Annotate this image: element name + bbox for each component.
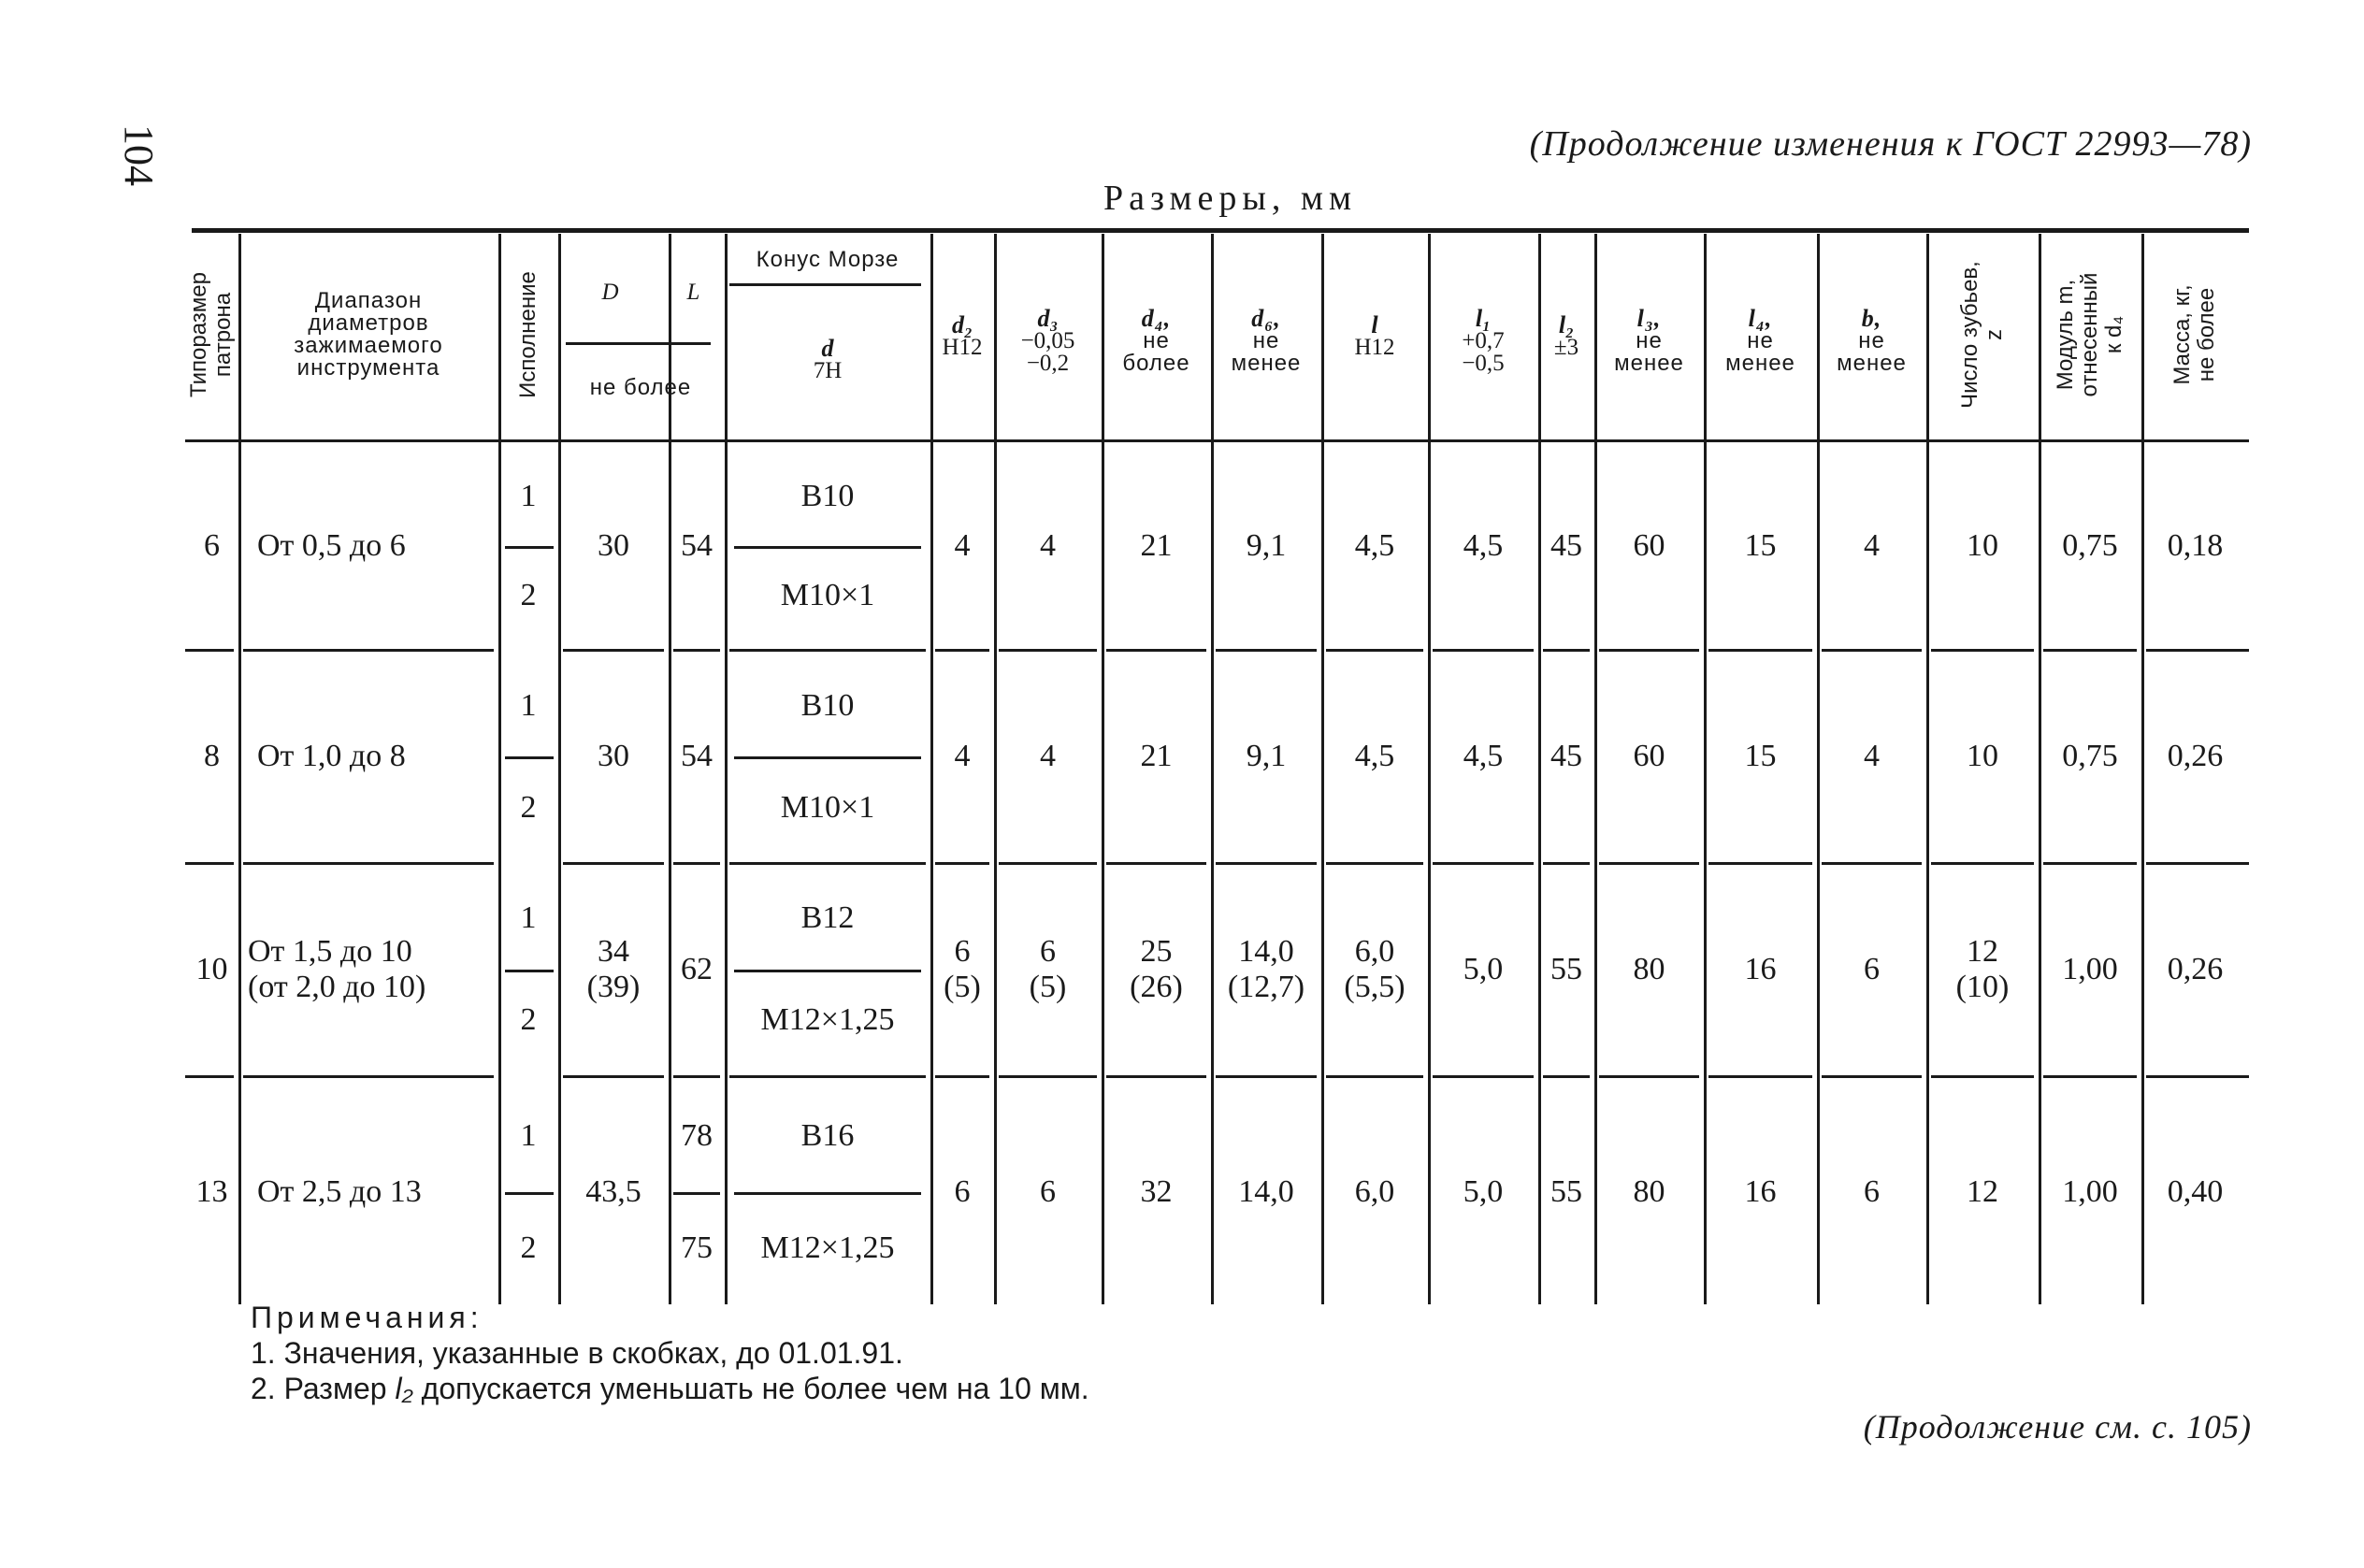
table-units-title: Размеры, мм [1103, 179, 1358, 218]
header-l1 [1428, 299, 1538, 383]
row-d4: 21 [1140, 528, 1173, 563]
row-d3 [994, 868, 1102, 1071]
note-1: 1. Значения, указанные в скобках, до 01.01.91. [251, 1336, 903, 1370]
row-ispolnenie-2: 2 [520, 1001, 537, 1037]
header-modul-line-1: Модуль m, [2053, 279, 2078, 391]
row-separator [2043, 1075, 2137, 1078]
row-z-line-2: (10) [1955, 969, 2010, 1004]
row-konus-1: B10 [800, 479, 855, 513]
notes [251, 1300, 1089, 1406]
header-d [729, 327, 926, 393]
row-ispolnenie-1: 1 [520, 479, 537, 513]
header-l2-line-1: l₂ [1558, 311, 1575, 338]
row-separator [185, 862, 234, 865]
row-separator [1822, 1075, 1922, 1078]
row-D-line-2: (39) [586, 969, 641, 1004]
row-separator [1216, 649, 1317, 652]
row-mass: 0,18 [2167, 528, 2224, 563]
header-d4-line-1: d₄, [1141, 305, 1172, 332]
header-zub [1950, 241, 2015, 428]
row-m: 1,00 [2062, 951, 2118, 986]
row-l [1321, 868, 1428, 1071]
header-l3-line-3: менее [1614, 351, 1684, 376]
row-separator [1326, 1075, 1423, 1078]
row-separator [1106, 862, 1206, 865]
header-l4-line-3: менее [1725, 351, 1795, 376]
header-d3-line-2: −0,05 [1020, 328, 1075, 353]
row-separator [1708, 649, 1812, 652]
row-d6: 9,1 [1246, 528, 1287, 563]
row-l2: 45 [1550, 739, 1582, 773]
row-l: 4,5 [1354, 739, 1395, 773]
row-konus-1: B16 [800, 1118, 855, 1153]
row-konus-2: M10×1 [780, 789, 875, 825]
header-modul-line-3: к d₄ [2101, 315, 2126, 354]
header-d6 [1211, 299, 1321, 383]
row-ispolnenie-2: 2 [520, 789, 537, 825]
header-d2-line-2: H12 [942, 335, 983, 360]
header-massa-line-1: Масса, кг, [2169, 284, 2195, 385]
header-diapazon-line-3: зажимаемого [294, 332, 443, 358]
row-L-2: 75 [681, 1230, 713, 1265]
row-separator [1708, 862, 1812, 865]
header-diapazon-line-1: Диапазон [314, 287, 423, 313]
row-diapazon-line-1: От 1,5 до 10 [248, 933, 412, 969]
row-l-line-2: (5,5) [1344, 969, 1405, 1004]
header-l1-line-3: −0,5 [1462, 351, 1505, 376]
header-tipo-line-1: Типоразмер [186, 272, 211, 397]
row-d6-line-1: 14,0 [1238, 933, 1294, 969]
row-separator [243, 649, 494, 652]
row-l4: 15 [1744, 528, 1777, 563]
row-d3-line-2: (5) [1029, 969, 1067, 1004]
row-l1: 5,0 [1463, 1174, 1504, 1209]
row-ispolnenie-1: 1 [520, 1118, 537, 1153]
row-d3: 4 [1040, 739, 1056, 773]
row-l3: 60 [1633, 528, 1665, 563]
header-b [1817, 299, 1926, 383]
row-separator [1433, 649, 1534, 652]
header-diapazon-line-2: диаметров [308, 309, 429, 336]
row-separator [1822, 649, 1922, 652]
row-separator [1543, 1075, 1590, 1078]
row-l2: 45 [1550, 528, 1582, 563]
row-separator [673, 649, 720, 652]
row-konus-1: B12 [800, 900, 855, 936]
row-d4 [1102, 868, 1211, 1071]
header-massa [2162, 241, 2227, 428]
row-D: 43,5 [585, 1174, 641, 1209]
notes-title: Примечания: [251, 1301, 483, 1334]
row-ispolnenie-1: 1 [520, 900, 537, 936]
row-separator [1326, 862, 1423, 865]
row-l2: 55 [1550, 951, 1582, 986]
row-tiporazmer: 10 [195, 951, 228, 986]
row-d4: 21 [1140, 739, 1173, 773]
table-top-rule [192, 228, 2249, 233]
header-d3 [994, 299, 1102, 383]
row-z: 10 [1967, 528, 1998, 563]
header-diapazon [238, 281, 498, 388]
row-separator [999, 649, 1097, 652]
note-2 [251, 1371, 1089, 1406]
row-diapazon: От 0,5 до 6 [257, 528, 406, 563]
row-l4: 16 [1744, 1174, 1777, 1209]
header-d3-line-1: d₃ [1037, 305, 1059, 332]
header-tipo-line-2: патрона [210, 292, 236, 378]
row-separator [1708, 1075, 1812, 1078]
row-l4: 16 [1744, 951, 1777, 986]
row-tiporazmer: 6 [204, 528, 220, 563]
row-l1: 5,0 [1463, 951, 1504, 986]
row-d4-line-1: 25 [1140, 933, 1173, 969]
row-konus-1: B10 [800, 687, 855, 723]
note-2-prefix: 2. Размер [251, 1372, 396, 1405]
row-separator [729, 1075, 926, 1078]
row-separator [2043, 649, 2137, 652]
row-l: 4,5 [1354, 528, 1395, 563]
row-separator [185, 649, 234, 652]
header-l4 [1704, 299, 1817, 383]
row-l3: 60 [1633, 739, 1665, 773]
row-separator [2146, 1075, 2249, 1078]
row-separator [1931, 1075, 2034, 1078]
row-m: 0,75 [2062, 739, 2118, 773]
continuation-note: (Продолжение см. с. 105) [1863, 1408, 2252, 1446]
row-ispolnenie-2: 2 [520, 578, 537, 612]
header-konus-subrule [729, 283, 921, 286]
row-separator [243, 862, 494, 865]
header-modul-line-2: отнесенный [2077, 272, 2102, 397]
row-separator [999, 1075, 1097, 1078]
row-d6-line-2: (12,7) [1227, 969, 1305, 1004]
row-d2 [930, 868, 994, 1071]
header-d4-line-2: не [1143, 328, 1170, 353]
header-l3-line-2: не [1636, 328, 1663, 353]
row-d6: 14,0 [1238, 1174, 1294, 1209]
header-d3-line-3: −0,2 [1026, 351, 1070, 376]
header-l-line-2: H12 [1354, 335, 1395, 360]
header-modul [2048, 241, 2132, 428]
header-l-line-1: l [1371, 311, 1378, 338]
row-diapazon: От 2,5 до 13 [257, 1174, 422, 1209]
row-l2: 55 [1550, 1174, 1582, 1209]
row-separator [1822, 862, 1922, 865]
header-tipo [183, 241, 239, 428]
row-separator [1216, 862, 1317, 865]
header-l [1321, 299, 1428, 374]
header-d6-line-3: менее [1231, 351, 1302, 376]
row-l3: 80 [1633, 1174, 1665, 1209]
header-d-line-1: d [821, 335, 834, 362]
header-massa-line-2: не более [2194, 287, 2219, 382]
row-z [1926, 868, 2039, 1071]
row-tiporazmer: 13 [195, 1174, 228, 1209]
header-konus-morze: Конус Морзе [756, 246, 900, 272]
row-separator [1931, 649, 2034, 652]
row-d6 [1211, 868, 1321, 1071]
header-l2-line-2: ±3 [1553, 335, 1579, 360]
row-m: 0,75 [2062, 528, 2118, 563]
row-separator [1599, 862, 1699, 865]
row-D-line-1: 34 [598, 933, 629, 969]
row-konus-2: M12×1,25 [760, 1230, 895, 1265]
header-D: D [601, 279, 619, 305]
row-d4: 32 [1140, 1174, 1173, 1209]
row-d2: 4 [954, 528, 971, 563]
header-b-line-3: менее [1837, 351, 1907, 376]
row-b: 6 [1864, 951, 1880, 986]
row-L-1: 78 [681, 1118, 713, 1153]
page-number: 104 [116, 124, 162, 186]
row-separator [243, 1075, 494, 1078]
row-diapazon: От 1,0 до 8 [257, 739, 406, 773]
row-D [558, 868, 669, 1071]
row-separator [729, 862, 926, 865]
header-DL-subrule [566, 342, 711, 345]
row-separator [673, 862, 720, 865]
row-L: 54 [681, 528, 713, 563]
row-L: 54 [681, 739, 713, 773]
header-l1-line-2: +0,7 [1462, 328, 1505, 353]
row-separator [1216, 1075, 1317, 1078]
row-mass: 0,26 [2167, 951, 2224, 986]
row-l1: 4,5 [1463, 528, 1504, 563]
row-d2-line-2: (5) [944, 969, 981, 1004]
row-mass: 0,40 [2167, 1174, 2224, 1209]
row-separator [729, 649, 926, 652]
header-bottom-rule [185, 439, 2249, 442]
row-separator [2043, 862, 2137, 865]
header-ispolnenie: Исполнение [515, 271, 541, 398]
header-l1-line-1: l₁ [1475, 305, 1492, 332]
row-separator [1433, 1075, 1534, 1078]
header-d2-line-1: d₂ [951, 311, 973, 338]
header-d6-line-2: не [1252, 328, 1280, 353]
row-separator [1543, 862, 1590, 865]
row-tiporazmer: 8 [204, 739, 220, 773]
row-D: 30 [598, 528, 629, 563]
row-z: 10 [1967, 739, 1998, 773]
note-2-suffix: допускается уменьшать не более чем на 10 мм. [412, 1372, 1089, 1405]
row-l3: 80 [1633, 951, 1665, 986]
row-d3: 6 [1040, 1174, 1056, 1209]
row-separator [999, 862, 1097, 865]
row-z: 12 [1967, 1174, 1998, 1209]
row-ispolnenie-1: 1 [520, 687, 537, 723]
row-separator [1931, 862, 2034, 865]
row-d2-line-1: 6 [954, 933, 971, 969]
row-D: 30 [598, 739, 629, 773]
row-d4-line-2: (26) [1130, 969, 1183, 1004]
row-ispolnenie-2: 2 [520, 1230, 537, 1265]
row-separator [1326, 649, 1423, 652]
header-b-line-1: b, [1861, 305, 1882, 332]
row-separator [563, 1075, 664, 1078]
row-l: 6,0 [1354, 1174, 1395, 1209]
header-l4-line-1: l₄, [1748, 305, 1773, 332]
header-d6-line-1: d₆, [1251, 305, 1281, 332]
row-separator [1599, 649, 1699, 652]
document-header: (Продолжение изменения к ГОСТ 22993—78) [1529, 124, 2252, 164]
row-separator [1106, 649, 1206, 652]
header-d4-line-3: более [1122, 351, 1190, 376]
header-d-line-2: 7H [813, 358, 843, 383]
row-separator [673, 1075, 720, 1078]
row-l4: 15 [1744, 739, 1777, 773]
row-d3: 4 [1040, 528, 1056, 563]
row-separator [935, 1075, 989, 1078]
row-l-line-1: 6,0 [1354, 933, 1395, 969]
row-b: 4 [1864, 528, 1880, 563]
header-zub-line-1: Число зубьев, [1957, 261, 1982, 409]
row-m: 1,00 [2062, 1174, 2118, 1209]
row-b: 6 [1864, 1174, 1880, 1209]
row-separator [563, 862, 664, 865]
row-konus-2: M12×1,25 [760, 1001, 895, 1037]
row-diapazon-line-2: (от 2,0 до 10) [248, 969, 426, 1004]
row-separator [2146, 649, 2249, 652]
row-separator [185, 1075, 234, 1078]
row-z-line-1: 12 [1967, 933, 1998, 969]
row-separator [563, 649, 664, 652]
header-zub-line-2: z [1982, 329, 2007, 340]
row-separator [1106, 1075, 1206, 1078]
row-separator [2146, 862, 2249, 865]
row-mass: 0,26 [2167, 739, 2224, 773]
header-ne-bolee: не более [589, 375, 692, 400]
header-d4 [1102, 299, 1211, 383]
header-l3 [1594, 299, 1704, 383]
header-d2 [930, 299, 994, 374]
row-separator [1599, 1075, 1699, 1078]
row-d3-line-1: 6 [1040, 933, 1056, 969]
row-L: 62 [681, 951, 713, 986]
header-l2 [1538, 299, 1594, 374]
header-diapazon-line-4: инструмента [296, 354, 440, 381]
row-separator [935, 862, 989, 865]
note-2-symbol: l₂ [395, 1372, 413, 1405]
row-d2: 6 [954, 1174, 971, 1209]
row-d6: 9,1 [1246, 739, 1287, 773]
header-l4-line-2: не [1747, 328, 1774, 353]
row-d2: 4 [954, 739, 971, 773]
header-l3-line-1: l₃, [1636, 305, 1662, 332]
row-diapazon [248, 868, 498, 1071]
row-konus-2: M10×1 [780, 578, 875, 612]
header-L: L [686, 279, 700, 305]
row-separator [1543, 649, 1590, 652]
row-b: 4 [1864, 739, 1880, 773]
row-separator [1433, 862, 1534, 865]
header-b-line-2: не [1858, 328, 1885, 353]
row-separator [935, 649, 989, 652]
row-l1: 4,5 [1463, 739, 1504, 773]
